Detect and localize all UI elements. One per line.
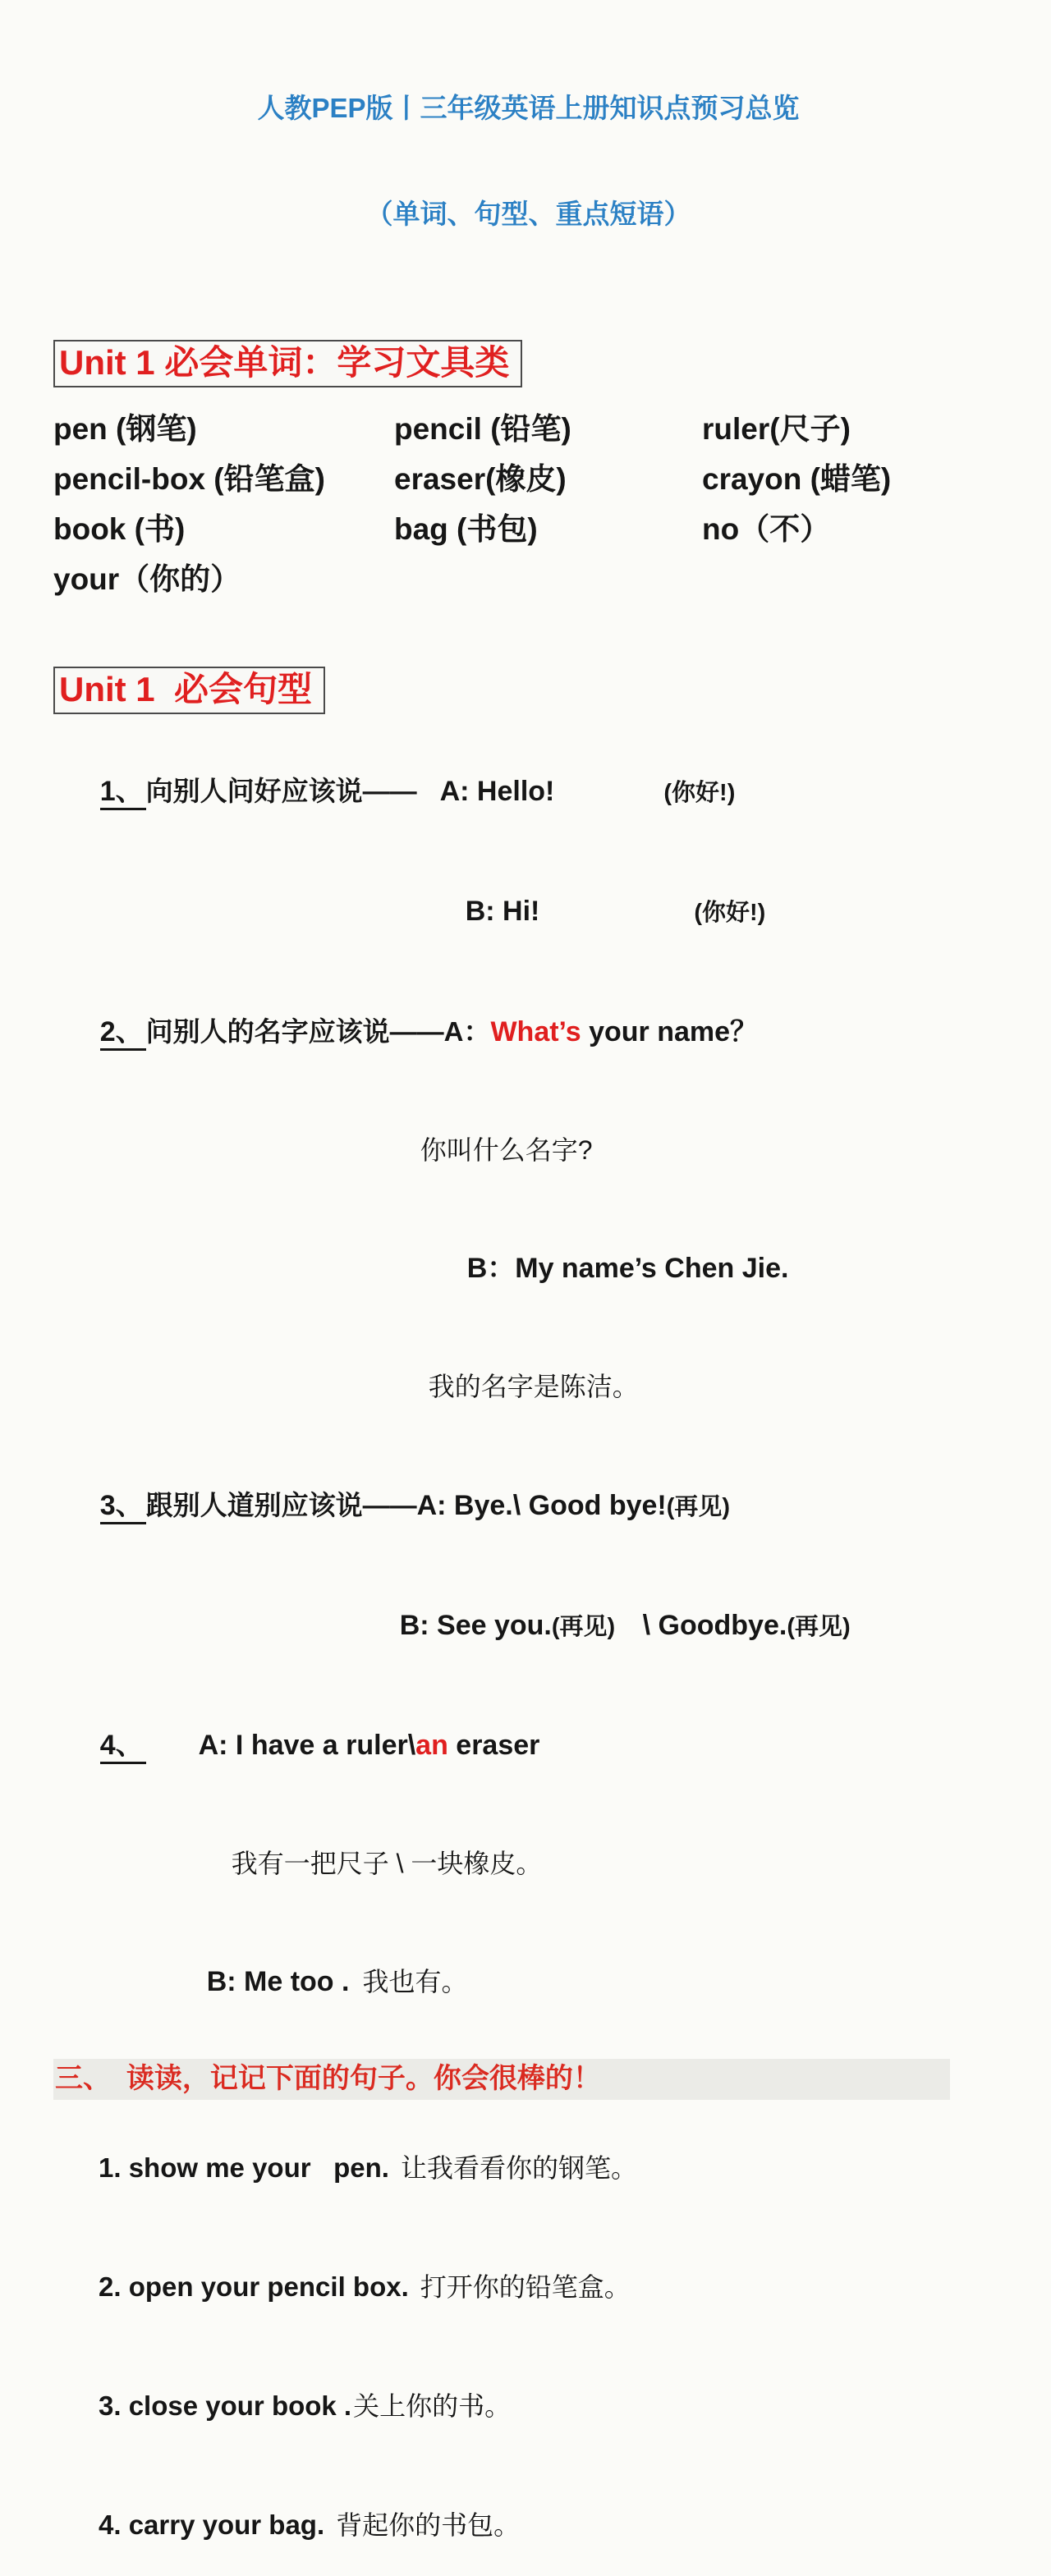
practice-item-en: 4. carry your bag.	[99, 2510, 325, 2541]
pattern-4-translation-a	[53, 1813, 1003, 1914]
dialogue-b: B: Me too .	[206, 1966, 350, 1998]
practice-item-zh: 关上你的书。	[353, 2391, 512, 2422]
dialogue-a: A: I have a ruler\	[198, 1730, 416, 1762]
dialogue-note: (你好!)	[663, 780, 736, 807]
highlighted-word: an	[415, 1730, 448, 1762]
practice-item-zh: 背起你的书包。	[336, 2510, 521, 2541]
word-item	[394, 554, 702, 604]
dialogue-a: A: Hello!	[439, 776, 555, 808]
pattern-number: 4、	[100, 1730, 146, 1764]
doc-title-line2: （单词、句型、重点短语）	[365, 199, 691, 229]
dialogue-b: B: See you.	[399, 1610, 552, 1642]
pattern-number: 2、	[100, 1016, 146, 1051]
practice-item	[53, 2355, 1003, 2457]
patterns-section	[53, 667, 1003, 2033]
dialogue-b-alt: \ Goodbye.	[635, 1610, 787, 1642]
pattern-number: 1、	[100, 776, 146, 810]
pattern-2-translation-a	[53, 1100, 1003, 1201]
pattern-intro: 向别人问好应该说——	[145, 776, 417, 807]
dialogue-note: (再见)	[551, 1614, 616, 1641]
practice-list	[53, 2117, 1003, 2576]
word-item: bag (书包)	[394, 512, 538, 547]
translation-line: 我也有。	[362, 1967, 468, 1997]
practice-item	[53, 2117, 1003, 2219]
translation-line: 我的名字是陈洁。	[428, 1372, 639, 1402]
word-item: eraser(橡皮)	[394, 462, 567, 497]
translation-line: 我有一把尺子 \ 一块橡皮。	[231, 1849, 543, 1879]
highlighted-word: What’s	[490, 1016, 581, 1048]
pattern-1-line-b	[53, 861, 1003, 964]
translation-line: 你叫什么名字?	[420, 1135, 593, 1166]
pattern-3-line-a	[53, 1455, 1003, 1558]
pattern-number: 3、	[100, 1490, 146, 1524]
practice-item	[53, 2236, 1003, 2338]
dialogue-b: B: Hi!	[465, 896, 540, 928]
pattern-4-line-a	[53, 1695, 1003, 1796]
pattern-2-line-a	[53, 981, 1003, 1083]
pattern-intro: 跟别人道别应该说——	[145, 1490, 417, 1521]
dialogue-b: B：My name’s Chen Jie.	[466, 1253, 789, 1285]
dialogue-note: (你好!)	[694, 900, 766, 927]
word-item: ruler(尺子)	[702, 412, 851, 447]
words-section	[53, 340, 1003, 604]
pattern-intro: 问别人的名字应该说——A：	[145, 1016, 491, 1047]
practice-item-en: 1. show me your pen.	[99, 2152, 389, 2184]
doc-title-line1: 人教PEP版丨三年级英语上册知识点预习总览	[257, 93, 800, 123]
dialogue-note: (再见)	[787, 1614, 851, 1641]
patterns-section-heading: Unit 1 必会句型	[53, 667, 325, 714]
pattern-4-line-b	[53, 1932, 1003, 2033]
word-item: book (书)	[53, 512, 186, 547]
doc-title	[53, 20, 1003, 302]
practice-heading: 三、 读读，记记下面的句子。你会很棒的！	[53, 2059, 950, 2100]
pattern-2-line-b	[53, 1218, 1003, 1319]
practice-item-en: 2. open your pencil box.	[99, 2271, 409, 2303]
word-item: your（你的）	[53, 562, 241, 597]
practice-item-zh: 让我看看你的钢笔。	[400, 2153, 637, 2184]
pattern-1-line-a	[53, 740, 1003, 844]
words-grid	[53, 404, 1003, 604]
word-item: pencil (铅笔)	[394, 412, 571, 447]
dialogue-a: eraser	[447, 1730, 540, 1762]
dialogue-note: (再见)	[666, 1494, 731, 1521]
word-item: pencil-box (铅笔盒)	[53, 462, 325, 497]
word-item: pen (钢笔)	[53, 412, 197, 447]
dialogue-a: A: Bye.\ Good bye!	[416, 1490, 667, 1522]
word-item: no（不）	[702, 512, 831, 547]
pattern-2-translation-b	[53, 1336, 1003, 1437]
practice-item-zh: 打开你的铅笔盒。	[420, 2272, 631, 2303]
words-section-heading: Unit 1 必会单词：学习文具类	[53, 340, 522, 387]
dialogue-a: your name？	[581, 1016, 759, 1048]
word-item	[702, 554, 1003, 604]
pattern-3-line-b	[53, 1575, 1003, 1678]
practice-item	[53, 2474, 1003, 2576]
practice-item-en: 3. close your book .	[99, 2390, 352, 2422]
word-item: crayon (蜡笔)	[702, 462, 892, 497]
